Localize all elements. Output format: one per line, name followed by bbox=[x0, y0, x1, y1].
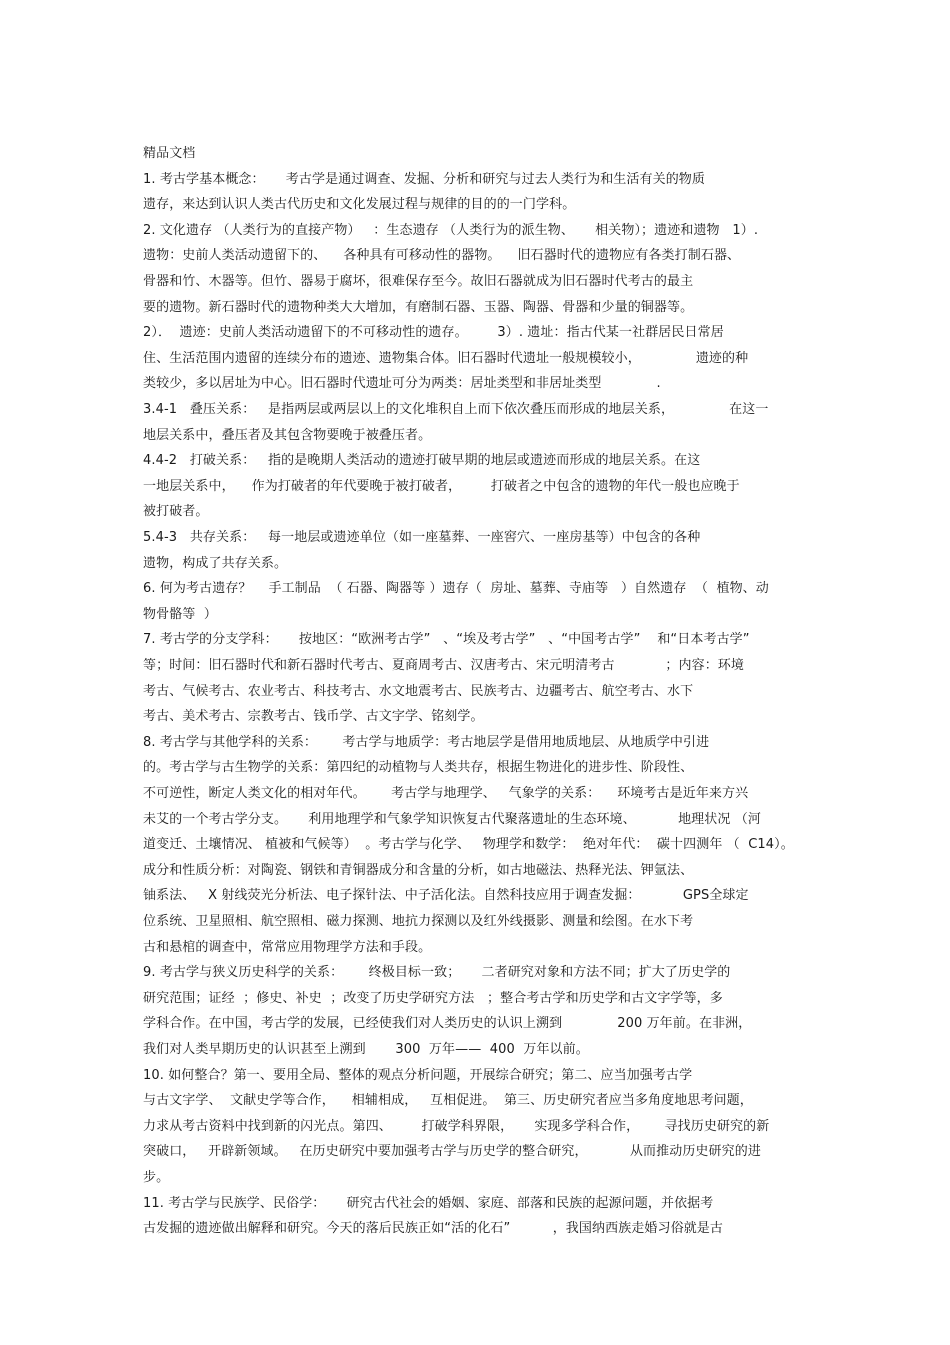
text-line: 等；时间：旧石器时代和新石器时代考古、夏商周考古、汉唐考古、宋元明清考古 ；内容：环境 bbox=[143, 658, 744, 673]
text-line: 遗物，构成了共存关系。 bbox=[143, 556, 288, 571]
text-line: 力求从考古资料中找到新的闪光点。第四、 打破学科界限， 实现多学科合作， 寻找历史研究的新 bbox=[143, 1119, 770, 1134]
text-line: 物骨骼等 ） bbox=[143, 607, 217, 622]
text-line: 骨器和竹、木器等。但竹、器易于腐坏，很难保存至今。故旧石器就成为旧石器时代考古的最主 bbox=[143, 274, 694, 289]
text-line: 未艾的一个考古学分支。 利用地理学和气象学知识恢复古代聚落遗址的生态环境、 地理状况 （河 bbox=[143, 812, 761, 827]
text-line: 类较少，多以居址为中心。旧石器时代遗址可分为两类：居址类型和非居址类型 . bbox=[143, 376, 661, 391]
text-line: 遗存，来达到认识人类古代历史和文化发展过程与规律的目的的一门学科。 bbox=[143, 197, 576, 212]
text-line: 研究范围；证经 ；修史、补史 ；改变了历史学研究方法 ；整合考古学和历史学和古文字学等，多 bbox=[143, 991, 723, 1006]
text-line: 9. 考古学与狭义历史科学的关系： 终极目标一致； 二者研究对象和方法不同；扩大了历史学的 bbox=[143, 965, 731, 980]
text-line: 古发掘的遗迹做出解释和研究。今天的落后民族正如“活的化石” ，我国纳西族走婚习俗就是古 bbox=[143, 1221, 723, 1236]
text-line: 学科合作。在中国，考古学的发展，已经使我们对人类历史的认识上溯到 200 万年前。在非洲， bbox=[143, 1016, 752, 1031]
page-header: 精品文档 bbox=[143, 146, 196, 161]
text-line: 2）． 遗迹：史前人类活动遗留下的不可移动性的遗存。 3）. 遗址：指古代某一社群居民日常居 bbox=[143, 325, 724, 340]
text-line: 8. 考古学与其他学科的关系： 考古学与地质学：考古地层学是借用地质地层、从地质学中引进 bbox=[143, 735, 710, 750]
text-line: 铀系法、 X 射线荧光分析法、电子探针法、中子活化法。自然科技应用于调查发掘： GPS全球定 bbox=[143, 888, 749, 903]
text-line: 地层关系中，叠压者及其包含物要晚于被叠压者。 bbox=[143, 428, 432, 443]
text-line: 古和悬棺的调查中，常常应用物理学方法和手段。 bbox=[143, 940, 432, 955]
text-line: 考古、气候考古、农业考古、科技考古、水文地震考古、民族考古、边疆考古、航空考古、水下 bbox=[143, 684, 694, 699]
text-line: 成分和性质分析：对陶瓷、钢铁和青铜器成分和含量的分析，如古地磁法、热释光法、钾氩法、 bbox=[143, 863, 694, 878]
text-line: 2. 文化遗存 （人类行为的直接产物） ：生态遗存 （人类行为的派生物、 相关物）；遗迹和遗物 1）. bbox=[143, 223, 759, 238]
text-line: 5.4-3 共存关系： 每一地层或遗迹单位（如一座墓葬、一座窖穴、一座房基等）中包含的各种 bbox=[143, 530, 701, 545]
text-line: 住、生活范围内遗留的连续分布的遗迹、遗物集合体。旧石器时代遗址一般规模较小， 遗迹的种 bbox=[143, 351, 749, 366]
text-line: 3.4-1 叠压关系： 是指两层或两层以上的文化堆积自上而下依次叠压而形成的地层关系， 在这一 bbox=[143, 402, 769, 417]
text-line: 11. 考古学与民族学、民俗学： 研究古代社会的婚姻、家庭、部落和民族的起源问题，并依据考 bbox=[143, 1196, 714, 1211]
text-line: 道变迁、土壤情况、 植被和气候等） 。考古学与化学、 物理学和数学： 绝对年代： 碳十四测年 （ C14）。 bbox=[143, 837, 794, 852]
text-line: 遗物：史前人类活动遗留下的、 各种具有可移动性的器物。 旧石器时代的遗物应有各类打制石器、 bbox=[143, 248, 741, 263]
text-line: 4.4-2 打破关系： 指的是晚期人类活动的遗迹打破早期的地层或遗迹而形成的地层关系。在这 bbox=[143, 453, 701, 468]
text-line: 考古、美术考古、宗教考古、钱币学、古文字学、铭刻学。 bbox=[143, 709, 484, 724]
text-line: 突破口， 开辟新领域。 在历史研究中要加强考古学与历史学的整合研究， 从而推动历史研究的进 bbox=[143, 1144, 761, 1159]
text-line: 的。考古学与古生物学的关系：第四纪的动植物与人类共存，根据生物进化的进步性、阶段性、 bbox=[143, 760, 694, 775]
text-line: 步。 bbox=[143, 1170, 170, 1185]
text-line: 7. 考古学的分支学科： 按地区：“欧洲考古学” 、“埃及考古学” 、“中国考古学” 和“日本考古学” bbox=[143, 632, 750, 647]
text-line: 10. 如何整合？第一、要用全局、整体的观点分析问题，开展综合研究；第二、应当加强考古学 bbox=[143, 1068, 693, 1083]
text-line: 与古文字学、 文献史学等合作， 相辅相成， 互相促进。 第三、历史研究者应当多角度地思考问题， bbox=[143, 1093, 753, 1108]
text-line: 被打破者。 bbox=[143, 504, 209, 519]
text-line: 6. 何为考古遗存？ 手工制品 （ 石器、陶器等 ）遗存（ 房址、墓葬、寺庙等 ）自然遗存 （ 植物、动 bbox=[143, 581, 769, 596]
text-line: 1. 考古学基本概念： 考古学是通过调查、发掘、分析和研究与过去人类行为和生活有关的物质 bbox=[143, 172, 705, 187]
text-line: 不可逆性，断定人类文化的相对年代。 考古学与地理学、 气象学的关系： 环境考古是近年来方兴 bbox=[143, 786, 749, 801]
text-line: 我们对人类早期历史的认识甚至上溯到 300 万年—— 400 万年以前。 bbox=[143, 1042, 589, 1057]
text-line: 一地层关系中， 作为打破者的年代要晚于被打破者， 打破者之中包含的遗物的年代一般也应晚于 bbox=[143, 479, 740, 494]
text-line: 要的遗物。新石器时代的遗物种类大大增加，有磨制石器、玉器、陶器、骨器和少量的铜器等。 bbox=[143, 300, 694, 315]
text-line: 位系统、卫星照相、航空照相、磁力探测、地抗力探测以及红外线摄影、测量和绘图。在水下考 bbox=[143, 914, 694, 929]
